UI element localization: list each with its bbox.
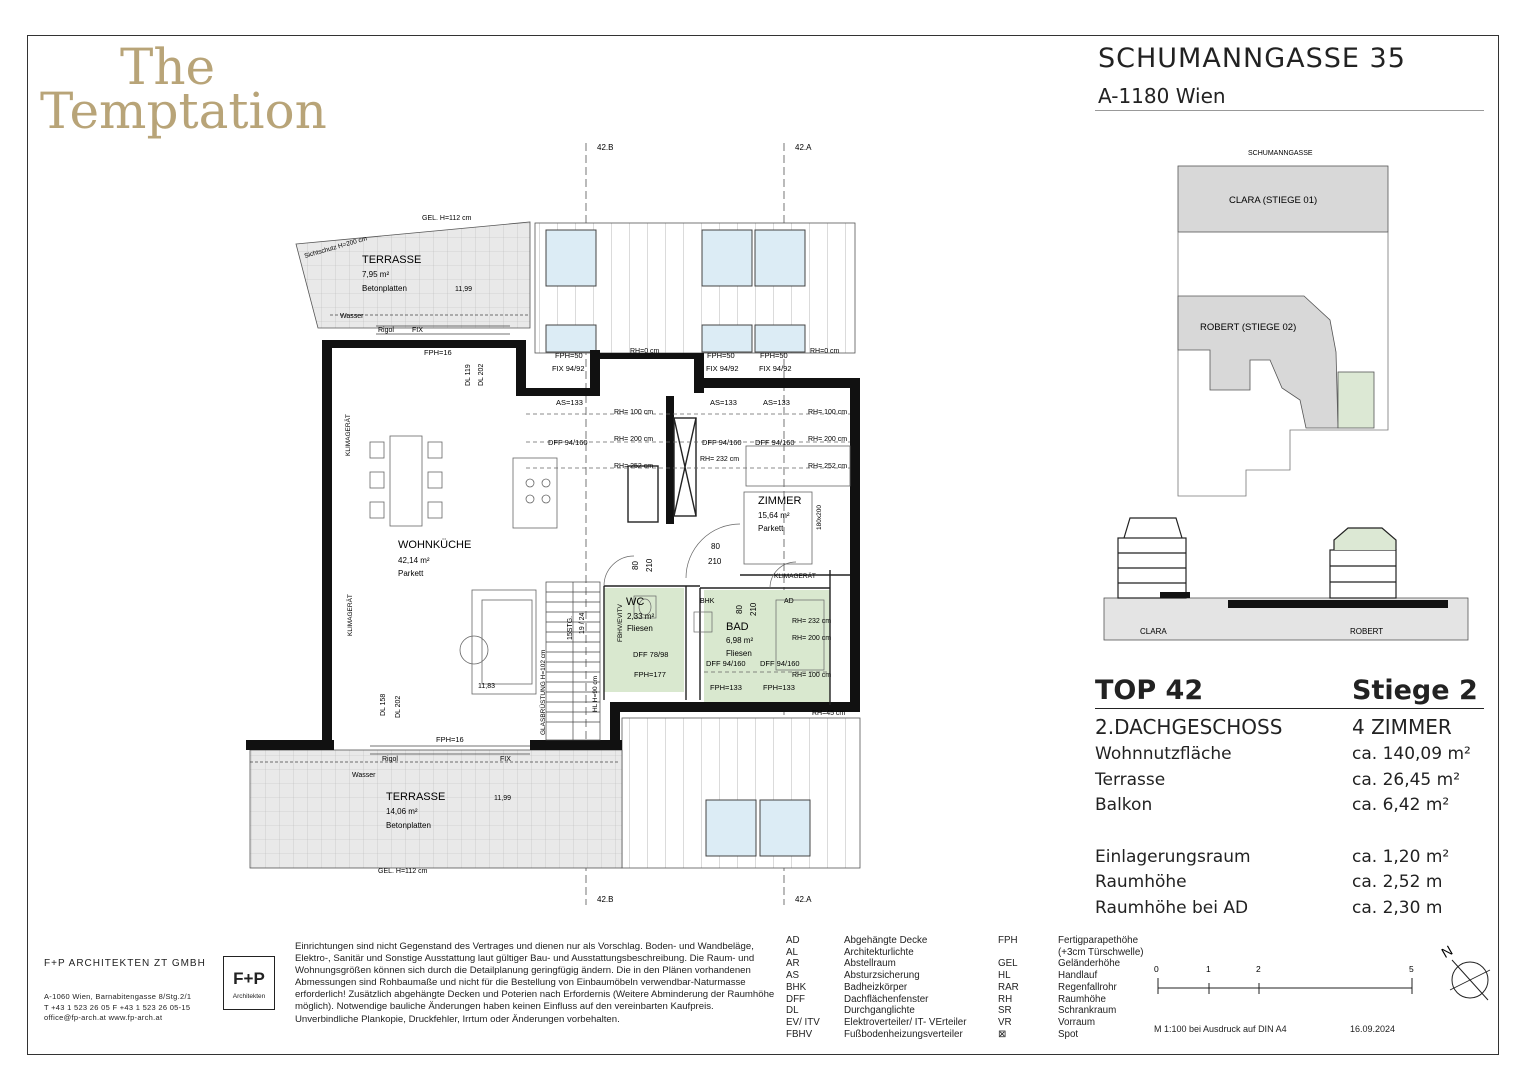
company-logo-sub: Architekten — [232, 993, 266, 1000]
as133-2: AS=133 — [710, 398, 737, 407]
legend-text: Dachflächenfenster — [844, 993, 929, 1005]
as133-1: AS=133 — [556, 398, 583, 407]
bad-floor: Fliesen — [726, 649, 752, 658]
legend-row — [998, 970, 1144, 982]
legend-abbr: AS — [786, 970, 800, 982]
legend-text: Raumhöhe — [1058, 993, 1106, 1005]
zimmer-name: ZIMMER — [758, 495, 802, 507]
fph50-2: FPH=50 — [707, 351, 735, 360]
axis-label-b-bottom: 42.B — [597, 895, 614, 904]
axis-label-a-top: 42.A — [795, 143, 812, 152]
legend-abbr: RAR — [998, 981, 1019, 993]
legend-abbr: SR — [998, 1005, 1012, 1017]
fix-bottom: FIX — [500, 756, 511, 763]
gel-top-label: GEL. H=112 cm — [422, 215, 472, 222]
klima-label-3: KLIMAGERÄT — [774, 573, 816, 580]
fix9492-2: FIX 94/92 — [706, 364, 739, 373]
legend-row — [786, 958, 967, 970]
area-value: ca. 6,42 m² — [1352, 795, 1450, 815]
wohnkueche-level: 11,83 — [478, 683, 495, 690]
area-row — [1095, 845, 1484, 871]
rh0-1: RH=0 cm — [630, 348, 660, 355]
rh100-right: RH= 100 cm — [808, 409, 848, 416]
company-logo — [223, 956, 275, 1010]
site-building-1-label: CLARA (STIEGE 01) — [1229, 195, 1318, 206]
bad-dff-1: DFF 94/160 — [706, 659, 746, 668]
unit-header — [1095, 675, 1484, 709]
section-clara-label: CLARA — [1140, 627, 1167, 636]
klima-label-1: KLIMAGERÄT — [345, 414, 352, 456]
section-robert-label: ROBERT — [1350, 627, 1384, 636]
scale-bar — [1158, 978, 1412, 994]
door-arcs — [604, 524, 796, 588]
legend-text: Elektroverteiler/ IT- VErteiler — [844, 1016, 967, 1028]
legend-abbr: AR — [786, 958, 800, 970]
as133-3: AS=133 — [763, 398, 790, 407]
legend-text: Geländerhöhe — [1058, 958, 1121, 970]
wohnkueche-floor: Parkett — [398, 569, 424, 578]
legend-abbr: AD — [786, 935, 800, 946]
unit-stiege: Stiege 2 — [1352, 675, 1478, 706]
area-label: Wohnnutzfläche — [1095, 744, 1232, 764]
site-unit-highlight — [1338, 372, 1374, 428]
company-phone-line: T +43 1 523 26 05 F +43 1 523 26 05-15 — [44, 1002, 191, 1012]
terrace-bottom-name: TERRASSE — [386, 791, 446, 803]
city-address: A-1180 Wien — [1098, 84, 1226, 108]
zimmer-bed-size: 180x200 — [816, 505, 823, 530]
rh252-left: RH= 252 cm — [614, 463, 654, 470]
company-name: F+P ARCHITEKTEN ZT GMBH — [44, 958, 206, 969]
wasser-top: Wasser — [340, 313, 364, 320]
fph16-bottom: FPH=16 — [436, 735, 464, 744]
legend-abbr: FPH — [998, 935, 1018, 946]
legend-abbr: GEL — [998, 958, 1018, 970]
area-value: ca. 1,20 m² — [1352, 846, 1450, 867]
legend-text: Fußbodenheizungsverteiler — [844, 1028, 963, 1040]
axis-label-a-bottom: 42.A — [795, 895, 812, 904]
rh232-center: RH= 232 cm — [700, 456, 740, 463]
disclaimer: Einrichtungen sind nicht Gegenstand des Vertrages und dienen nur als Vorschlag. Boden- und Wandbeläge, Elektro-, Sanitär und Sonstige Ausstattung laut gültiger Bau- und Ausstattungsbeschreibung. Die Raum- und Wohnungsgrößen können sich durch die Detailplanung geringfügig ändern. Die in den Plänen vorhandenen Abmessungen sind Rohbaumaße und nicht für die Bestellung von Einbaumöbeln verwendbar-Naturmasse erforderlich! Zusätzlich abgehängte Decken und Poterien nach Erfordernis (Weitere Abminderung der Raumhöhe möglich). Notwendige bauliche Änderungen haben keinen Einfluss auf den vereinbarten Kaufpreis. Unverbindliche Plankopie, Druckfehler, Irrtum oder Änderungen vorbehalten. — [295, 941, 775, 1025]
rh200-right: RH= 200 cm — [808, 436, 848, 443]
rh45-label: RH=45 cm — [812, 710, 846, 717]
wc-name: WC — [626, 596, 645, 608]
zimmer-floor: Parkett — [758, 524, 784, 533]
sofa — [460, 590, 536, 694]
legend-text: Absturzsicherung — [844, 970, 920, 982]
plan-date: 16.09.2024 — [1350, 1024, 1396, 1034]
legend-text: Regenfallrohr — [1058, 981, 1117, 993]
legend-text: Handlauf — [1058, 970, 1098, 982]
legend-row — [786, 982, 967, 994]
terrace-bottom-area: 14,06 m² — [386, 807, 418, 816]
wohnkueche-area: 42,14 m² — [398, 556, 430, 565]
legend-column-1 — [786, 935, 967, 1040]
bad-dff-2: DFF 94/160 — [760, 659, 800, 668]
dff-1: DFF 94/160 — [548, 438, 588, 447]
company-logo-main: F+P — [233, 969, 265, 988]
fix9492-1: FIX 94/92 — [552, 364, 585, 373]
terrace-bottom-level: 11,99 — [494, 795, 511, 802]
dl202-top-label: DL 202 — [478, 363, 485, 386]
fbhv-label: FBHV/EVITV — [617, 604, 624, 642]
legend-row — [786, 947, 967, 959]
axis-label-b-top: 42.B — [597, 143, 614, 152]
area-row — [1095, 870, 1484, 896]
dl202-bottom-label: DL 202 — [395, 695, 402, 718]
fph50-1: FPH=50 — [555, 351, 583, 360]
area-row — [1095, 793, 1484, 819]
legend-row — [998, 1005, 1144, 1017]
stairs — [546, 582, 600, 740]
company-contact-line: office@fp-arch.at www.fp-arch.at — [44, 1013, 163, 1022]
glass-railing-label: GLASBRÜSTUNG H=102 cm — [540, 649, 547, 735]
area-value: ca. 2,30 m — [1352, 897, 1443, 918]
scale-tick-2: 2 — [1256, 964, 1261, 974]
area-label: Einlagerungsraum — [1095, 846, 1251, 867]
rh0-2: RH=0 cm — [810, 348, 840, 355]
terrace-top — [296, 222, 530, 328]
logo-line-1: The — [120, 38, 216, 96]
wc-fph-label: FPH=177 — [634, 670, 666, 679]
klima-label-2: KLIMAGERÄT — [347, 594, 354, 636]
legend-abbr: EV/ ITV — [786, 1016, 820, 1028]
legend-text: Architekturlichte — [844, 946, 914, 958]
legend-abbr: RH — [998, 993, 1013, 1005]
dl158-label: DL 158 — [380, 693, 387, 716]
door-width-1: 80 — [711, 542, 720, 551]
bad-rh100: RH= 100 cm — [792, 672, 832, 679]
legend-abbr: VR — [998, 1016, 1012, 1028]
legend-row — [998, 1029, 1144, 1041]
door-height-1: 210 — [708, 557, 722, 566]
door-height-3: 210 — [749, 602, 758, 616]
street-address: SCHUMANNGASSE 35 — [1098, 43, 1406, 74]
terrace-bottom — [250, 750, 622, 868]
site-building-robert — [1178, 296, 1338, 428]
legend-row — [786, 1029, 967, 1041]
kitchen-island — [513, 458, 557, 528]
ad-label: AD — [784, 598, 794, 605]
bad-fph-1: FPH=133 — [710, 683, 742, 692]
north-label: N — [1438, 942, 1456, 961]
fix9492-3: FIX 94/92 — [759, 364, 792, 373]
legend-abbr — [998, 947, 1058, 959]
terrace-top-floor: Betonplatten — [362, 284, 407, 293]
rigol-top: Rigol — [378, 327, 394, 334]
scale-tick-5: 5 — [1409, 964, 1414, 974]
legend-row — [998, 1017, 1144, 1029]
legend-row — [786, 935, 967, 947]
dff-2: DFF 94/160 — [702, 438, 742, 447]
handrail-label: HL H=90 cm — [592, 675, 599, 712]
door-width-3: 80 — [735, 605, 744, 614]
terrace-top-name: TERRASSE — [362, 254, 422, 266]
legend-column-2 — [998, 935, 1144, 1040]
legend-abbr: FBHV — [786, 1028, 813, 1040]
stairs-count: 15STG. — [567, 615, 574, 640]
wc-floor: Fliesen — [627, 624, 653, 633]
north-arrow-icon — [1450, 960, 1490, 1000]
fph16-top: FPH=16 — [424, 348, 452, 357]
gel-bottom-label: GEL. H=112 cm — [378, 868, 428, 875]
stairs-ratio: 19 / 24 — [579, 612, 586, 634]
legend-row — [786, 1017, 967, 1029]
sichtschutz-label: Sichtschutz H=200 cm — [303, 235, 368, 260]
wc-dff-label: DFF 78/98 — [633, 650, 669, 659]
legend-row — [786, 970, 967, 982]
dff-3: DFF 94/160 — [755, 438, 795, 447]
bhk-label: BHK — [700, 598, 715, 605]
legend-abbr: ⊠ — [998, 1028, 1007, 1040]
legend-row — [786, 994, 967, 1006]
legend-row — [998, 958, 1144, 970]
area-label: Balkon — [1095, 795, 1153, 815]
area-label: Raumhöhe bei AD — [1095, 897, 1249, 918]
legend-row — [998, 947, 1144, 959]
legend-text: Fertigparapethöhe — [1058, 935, 1139, 946]
legend-row — [998, 994, 1144, 1006]
door-width-2: 80 — [631, 561, 640, 570]
door-height-2: 210 — [645, 558, 654, 572]
area-row — [1095, 896, 1484, 922]
terrace-top-area: 7,95 m² — [362, 270, 390, 279]
section-clara — [1118, 518, 1186, 598]
area-value: ca. 140,09 m² — [1352, 744, 1471, 764]
scale-tick-0: 0 — [1154, 964, 1159, 974]
legend-text: Abgehängte Decke — [844, 935, 928, 946]
legend-row — [998, 935, 1144, 947]
zimmer-area: 15,64 m² — [758, 511, 790, 520]
scale-tick-1: 1 — [1206, 964, 1211, 974]
legend-row — [998, 982, 1144, 994]
legend-text: (+3cm Türschwelle) — [1058, 946, 1144, 958]
terrace-bottom-floor: Betonplatten — [386, 821, 431, 830]
rh100-left: RH= 100 cm — [614, 409, 654, 416]
legend-text: Vorraum — [1058, 1016, 1096, 1028]
company-address — [44, 992, 191, 1024]
wohnkueche-name: WOHNKÜCHE — [398, 539, 472, 551]
rh252-right: RH= 252 cm — [808, 463, 848, 470]
legend-text: Schrankraum — [1058, 1005, 1117, 1017]
rh200-left: RH= 200 cm — [614, 436, 654, 443]
section-robert — [1330, 528, 1396, 598]
area-label: Raumhöhe — [1095, 872, 1187, 892]
legend-abbr: BHK — [786, 981, 807, 993]
fix-top: FIX — [412, 327, 423, 334]
legend-text: Durchganglichte — [844, 1005, 915, 1017]
bad-area: 6,98 m² — [726, 636, 754, 645]
bad-name: BAD — [726, 621, 749, 633]
area-row — [1095, 742, 1484, 768]
area-row — [1095, 768, 1484, 794]
legend-text: Spot — [1058, 1028, 1079, 1040]
wasser-bottom: Wasser — [352, 772, 376, 779]
rigol-bottom: Rigol — [382, 756, 398, 763]
bad-rh200: RH= 200 cm — [792, 635, 832, 642]
scale-note: M 1:100 bei Ausdruck auf DIN A4 — [1154, 1024, 1287, 1034]
dining-table — [370, 436, 442, 526]
unit-subheader — [1095, 715, 1484, 739]
unit-top: TOP 42 — [1095, 675, 1204, 706]
dl119-label: DL 119 — [465, 364, 472, 386]
unit-rooms: 4 ZIMMER — [1352, 715, 1452, 739]
legend-row — [786, 1005, 967, 1017]
area-value: ca. 2,52 m — [1352, 872, 1443, 892]
unit-floor: 2.DACHGESCHOSS — [1095, 715, 1283, 739]
company-address-line: A-1060 Wien, Barnabitengasse 8/Stg.2/1 — [44, 992, 192, 1001]
legend-text: Abstellraum — [844, 958, 896, 970]
wc-area: 2,33 m² — [627, 612, 655, 621]
area-label: Terrasse — [1095, 769, 1166, 790]
bad-fph-2: FPH=133 — [763, 683, 795, 692]
terrace-top-level: 11,99 — [455, 286, 472, 293]
fph50-3: FPH=50 — [760, 351, 788, 360]
site-building-2-label: ROBERT (STIEGE 02) — [1200, 322, 1297, 333]
legend-abbr: AL — [786, 946, 798, 958]
legend-abbr: DFF — [786, 993, 806, 1005]
legend-text: Badheizkörper — [844, 981, 908, 993]
legend-abbr: HL — [998, 970, 1011, 982]
area-value: ca. 26,45 m² — [1352, 769, 1461, 790]
logo-line-2: Temptation — [40, 82, 327, 140]
bad-rh232: RH= 232 cm — [792, 618, 832, 625]
site-street-label: SCHUMANNGASSE — [1248, 150, 1313, 157]
unit-info — [1095, 675, 1484, 921]
legend-abbr: DL — [786, 1005, 799, 1017]
bath-room — [704, 590, 830, 712]
